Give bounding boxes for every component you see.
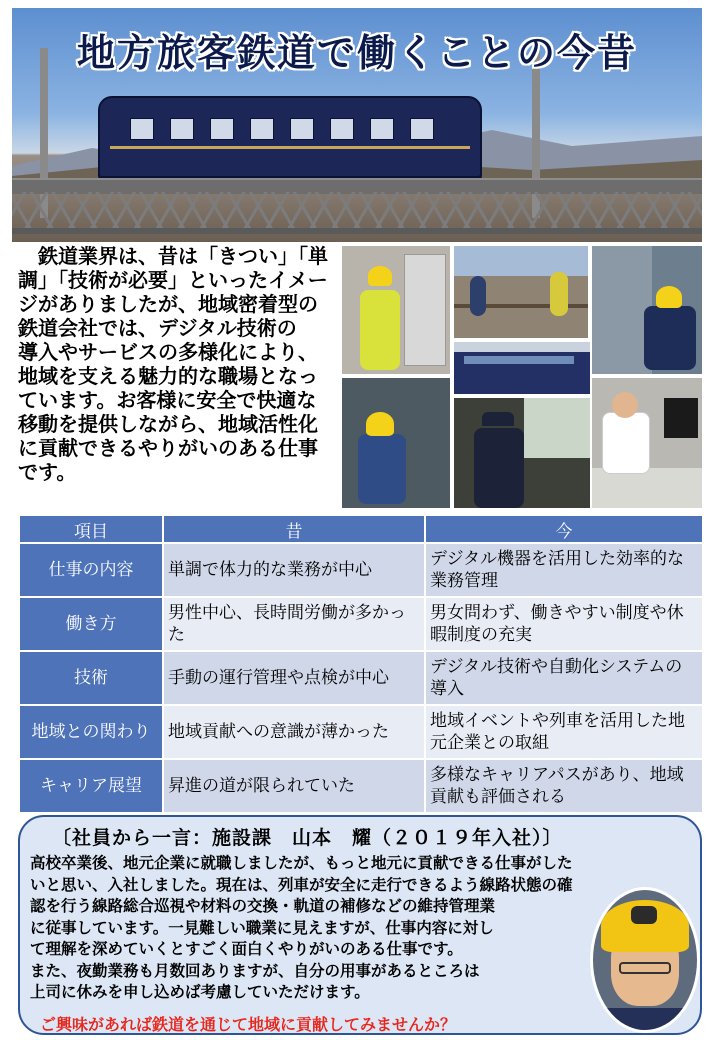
message-line: 上司に休みを申し込めば考慮していただけます。	[30, 983, 370, 1001]
photo-track-inspection	[454, 246, 588, 338]
row-label: 働き方	[19, 597, 163, 651]
message-line: いと思い、入社しました。現在は、列車が安全に走行できるよう線路状態の確	[30, 875, 573, 894]
intro-line: ジがありましたが、地域密着型の	[18, 292, 318, 316]
message-line: て理解を深めていくとすごく面白くやりがいのある仕事です。	[30, 940, 463, 958]
closing-call-to-action: ご興味があれば鉄道を通じて地域に貢献してみませんか？	[40, 1015, 457, 1034]
photo-train-depot	[454, 342, 590, 394]
past-cell: 手動の運行管理や点検が中心	[163, 651, 425, 705]
header-past: 昔	[163, 515, 425, 543]
railway-bridge	[12, 168, 702, 242]
past-cell: 昇進の道が限られていた	[163, 759, 425, 813]
now-cell: 多様なキャリアパスがあり、地域貢献も評価される	[425, 759, 703, 813]
past-cell: 地域貢献への意識が薄かった	[163, 705, 425, 759]
photo-equipment-check	[592, 246, 702, 374]
intro-line: 移動を提供しながら、地域活性化	[18, 412, 318, 436]
staff-message-box	[18, 815, 702, 1035]
now-cell: デジタル機器を活用した効率的な業務管理	[425, 543, 703, 597]
row-label: キャリア展望	[19, 759, 163, 813]
message-line: 認を行う線路総合巡視や材料の交換・軌道の補修などの維持管理業	[30, 897, 496, 915]
table-row	[19, 759, 703, 813]
intro-line: 地域を支える魅力的な職場となっ	[18, 364, 318, 388]
row-label: 技術	[19, 651, 163, 705]
staff-portrait	[590, 887, 700, 1033]
staff-message-heading: 〔社員から一言：施設課 山本 耀（２０１９年入社）〕	[52, 827, 563, 849]
header-now: 今	[425, 515, 703, 543]
intro-line: ています。お客様に安全で快適な	[18, 388, 317, 412]
message-line: 高校卒業後、地元企業に就職しましたが、もっと地元に貢献できる仕事がした	[30, 854, 573, 872]
table-row	[19, 597, 703, 651]
photo-control-room	[592, 378, 702, 508]
intro-line: 導入やサービスの多様化により、	[18, 340, 318, 364]
past-cell: 単調で体力的な業務が中心	[163, 543, 425, 597]
photo-collage	[342, 246, 702, 508]
message-line: また、夜勤業務も月数回ありますが、自分の用事があるところは	[30, 961, 480, 980]
header-item: 項目	[19, 515, 163, 543]
row-label: 地域との関わり	[19, 705, 163, 759]
intro-text	[18, 244, 378, 484]
comparison-table	[18, 514, 704, 814]
staff-message-body	[30, 853, 630, 1004]
intro-line: に貢献できるやりがいのある仕事	[18, 436, 318, 460]
photo-worker-signal-box	[342, 246, 450, 374]
photo-train-driver	[454, 398, 590, 508]
intro-line: 鉄道業界は、昔は「きつい」「単	[18, 244, 328, 268]
intro-line: 鉄道会社では、デジタル技術の	[18, 316, 297, 340]
table-row	[19, 651, 703, 705]
now-cell: 男女問わず、働きやすい制度や休暇制度の充実	[425, 597, 703, 651]
message-line: に従事しています。一見難しい職業に見えますが、仕事内容に対し	[30, 918, 494, 937]
train-photo	[98, 96, 482, 178]
table-header-row	[19, 515, 703, 543]
table-row	[19, 705, 703, 759]
intro-line: です。	[18, 460, 77, 484]
now-cell: 地域イベントや列車を活用した地元企業との取組	[425, 705, 703, 759]
hero-banner	[12, 8, 702, 242]
intro-line: 調」「技術が必要」といったイメー	[18, 268, 328, 292]
past-cell: 男性中心、長時間労働が多かった	[163, 597, 425, 651]
row-label: 仕事の内容	[19, 543, 163, 597]
table-row	[19, 543, 703, 597]
photo-worker-maintenance	[342, 378, 450, 508]
page-title: 地方旅客鉄道で働くことの今昔	[76, 31, 637, 75]
now-cell: デジタル技術や自動化システムの導入	[425, 651, 703, 705]
